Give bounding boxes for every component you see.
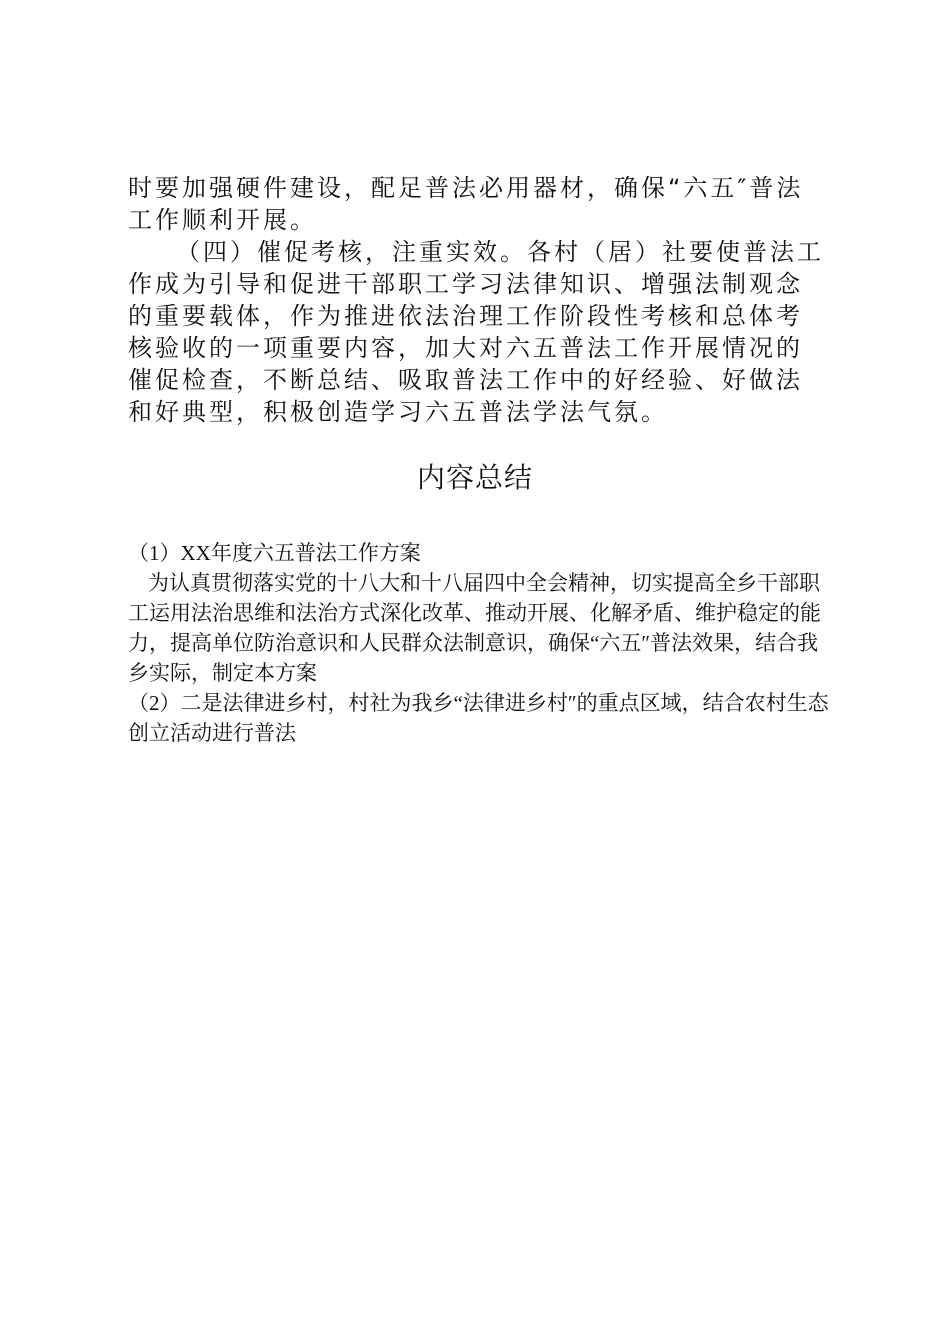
summary-title: 内容总结	[416, 461, 533, 494]
summary-section	[128, 538, 833, 748]
body-paragraph-inspection: （四）催促考核，注重实效。各村（居）社要使普法工作成为引导和促进干部职工学习法律知识、增强法制观念的重要载体，作为推进依法治理工作阶段性考核和总体考核验收的一项重要内容，加大对六五普法工作开展情况的催促检查，不断总结、吸取普法工作中的好经验、好做法和好典型，积极创造学习六五普法学法气氛。	[128, 238, 824, 426]
summary-item-1-heading: （1）XX年度六五普法工作方案	[128, 541, 421, 565]
document-body	[128, 172, 828, 428]
summary-item-1-text: 为认真贯彻落实党的十八大和十八届四中全会精神，切实提高全乡干部职工运用法治思维和法治方式深化改革、推动开展、化解矛盾、维护稳定的能力，提高单位防治意识和人民群众法制意识，确保“六五″普法效果，结合我乡实际，制定本方案	[128, 571, 821, 685]
summary-item-2-text: （2）二是法律进乡村，村社为我乡“法律进乡村″的重点区域，结合农村生态创立活动进行普法	[128, 691, 829, 745]
body-paragraph: 时要加强硬件建设，配足普法必用器材，确保“六五″普法工作顺利开展。	[128, 174, 804, 234]
